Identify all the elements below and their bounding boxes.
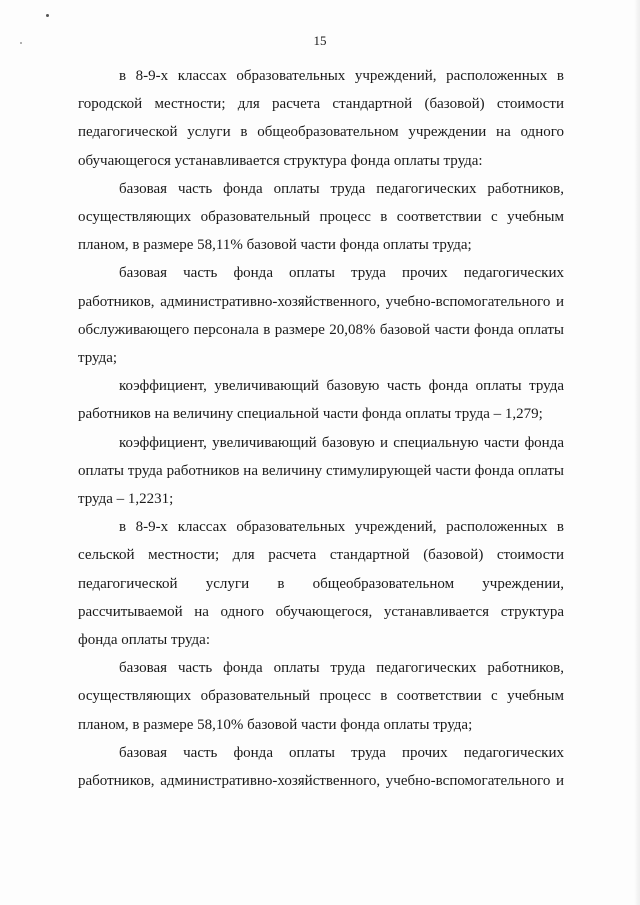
paragraph: базовая часть фонда оплаты труда прочих педагогических работников, административно-хозяйственного, учебно-вспомогательного и xyxy=(78,744,564,790)
paragraph: в 8-9-х классах образовательных учреждений, расположенных в городской местности; для расчета стандартной (базовой) стоимости педагогической услуги в общеобразовательном учреждении на одного обучающегося устанавливается структура фонда оплаты труда: xyxy=(78,68,564,169)
paragraph: базовая часть фонда оплаты труда педагогических работников, осуществляющих образовательный процесс в соответствии с учебным планом, в размере 58,11% базовой части фонда оплаты труда; xyxy=(78,180,564,254)
paragraph: коэффициент, увеличивающий базовую часть фонда оплаты труда работников на величину специальной части фонда оплаты труда – 1,279; xyxy=(78,378,564,423)
scan-speck xyxy=(46,14,49,17)
page-number: 15 xyxy=(313,33,327,48)
paragraph: базовая часть фонда оплаты труда педагогических работников, осуществляющих образовательный процесс в соответствии с учебным планом, в размере 58,10% базовой части фонда оплаты труда; xyxy=(78,660,564,733)
paragraph: базовая часть фонда оплаты труда прочих педагогических работников, административно-хозяйственного, учебно-вспомогательного и обслуживающего персонала в размере 20,08% базовой части фонда оплаты труда; xyxy=(78,265,564,367)
document-body xyxy=(78,62,564,795)
paragraph: в 8-9-х классах образовательных учреждений, расположенных в сельской местности; для расчета стандартной (базовой) стоимости педагогической услуги в общеобразовательном учреждении, рассчитываемой на одного обучающегося, устанавливается структура фонда оплаты труда: xyxy=(78,519,564,649)
paragraph: коэффициент, увеличивающий базовую и специальную части фонда оплаты труда работников на величину стимулирующей части фонда оплаты труда – 1,2231; xyxy=(78,434,564,508)
page-edge-shadow xyxy=(634,0,640,905)
